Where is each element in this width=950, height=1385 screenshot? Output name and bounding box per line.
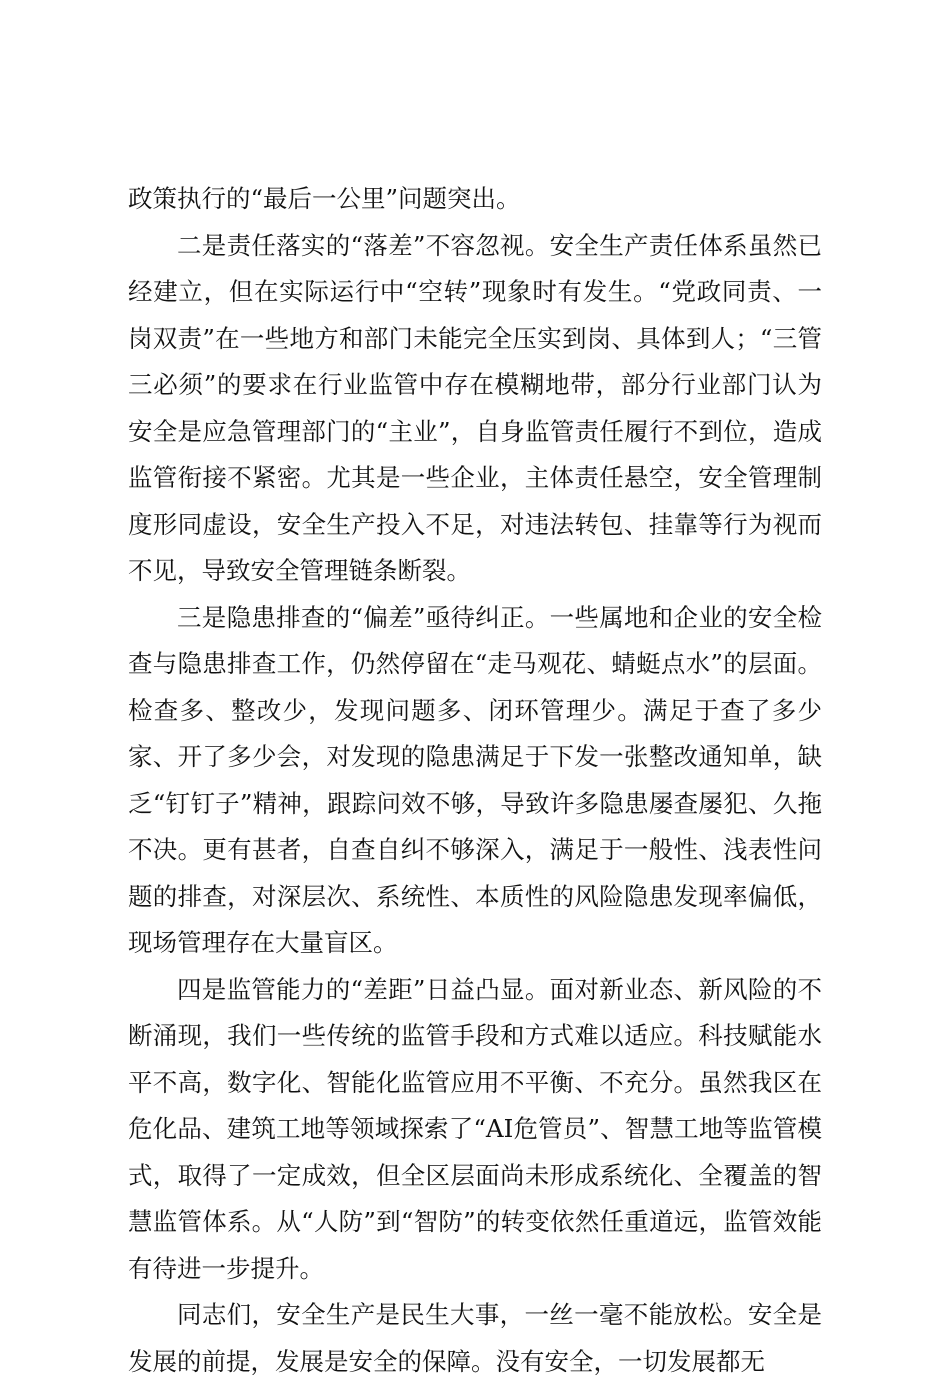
paragraph-closing: 同志们，安全生产是民生大事，一丝一毫不能放松。安全是发展的前提，发展是安全的保障。没有安全，一切发展都无 bbox=[128, 1300, 822, 1376]
paragraph-continuation: 政策执行的“最后一公里”问题突出。 bbox=[128, 184, 521, 213]
body-text bbox=[128, 176, 822, 1385]
paragraph-supervision-capacity: 四是监管能力的“差距”日益凸显。面对新业态、新风险的不断涌现，我们一些传统的监管手段和方式难以适应。科技赋能水平不高，数字化、智能化监管应用不平衡、不充分。虽然我区在危化品、建筑工地等领域探索了“AI危管员”、智慧工地等监管模式，取得了一定成效，但全区层面尚未形成系统化、全覆盖的智慧监管体系。从“人防”到“智防”的转变依然任重道远，监管效能有待进一步提升。 bbox=[128, 974, 822, 1283]
paragraph-hazard-inspection: 三是隐患排查的“偏差”亟待纠正。一些属地和企业的安全检查与隐患排查工作，仍然停留在“走马观花、蜻蜓点水”的层面。检查多、整改少，发现问题多、闭环管理少。满足于查了多少家、开了多少会，对发现的隐患满足于下发一张整改通知单，缺乏“钉钉子”精神，跟踪问效不够，导致许多隐患屡查屡犯、久拖不决。更有甚者，自查自纠不够深入，满足于一般性、浅表性问题的排查，对深层次、系统性、本质性的风险隐患发现率偏低，现场管理存在大量盲区。 bbox=[128, 602, 822, 957]
paragraph-responsibility: 二是责任落实的“落差”不容忽视。安全生产责任体系虽然已经建立，但在实际运行中“空转”现象时有发生。“党政同责、一岗双责”在一些地方和部门未能完全压实到岗、具体到人；“三管三必须”的要求在行业监管中存在模糊地带，部分行业部门认为安全是应急管理部门的“主业”，自身监管责任履行不到位，造成监管衔接不紧密。尤其是一些企业，主体责任悬空，安全管理制度形同虚设，安全生产投入不足，对违法转包、挂靠等行为视而不见，导致安全管理链条断裂。 bbox=[128, 230, 822, 585]
